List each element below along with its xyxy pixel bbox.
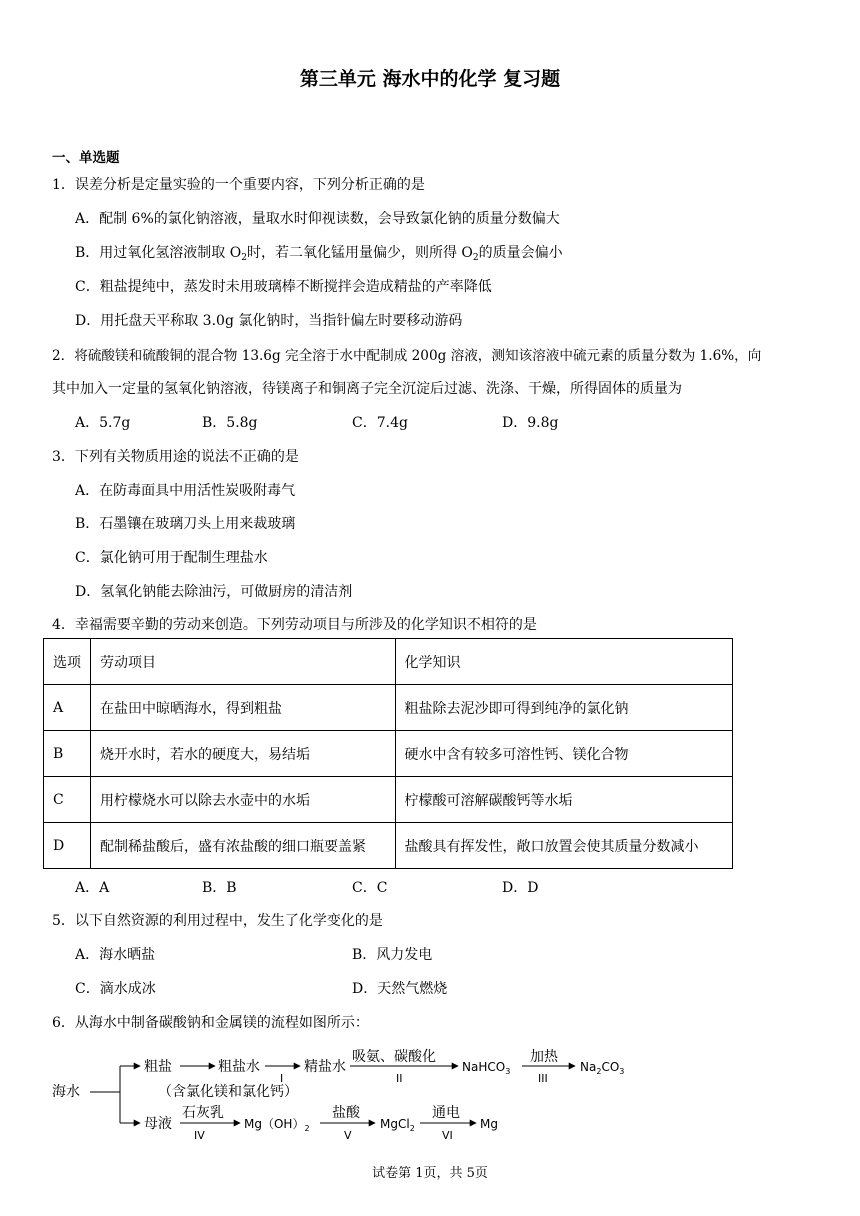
flow-node-nahco3: NaHCO$_3$ — [462, 1060, 511, 1076]
flow-node-mother-liquor: 母液 — [144, 1116, 172, 1132]
table-cell: 用柠檬烧水可以除去水壶中的水垢 — [90, 777, 395, 823]
table-cell: 柠檬酸可溶解碳酸钙等水垢 — [395, 777, 733, 823]
flow-node-mgcl2: MgCl$_2$ — [380, 1117, 415, 1133]
question-2-stem-line1: 2．将硫酸镁和硫酸铜的混合物 13.6g 完全溶于水中配制成 200g 溶液，测知该溶液中硫元素的质量分数为 1.6%，向 — [52, 348, 762, 364]
question-2-option-b: B．5.8g — [202, 415, 258, 431]
flow-node-crude-brine: 粗盐水 — [218, 1059, 260, 1075]
question-5-option-a: A．海水晒盐 — [75, 947, 156, 963]
table-cell: 粗盐除去泥沙即可得到纯净的氯化钠 — [395, 685, 733, 731]
table-cell: 烧开水时，若水的硬度大，易结垢 — [90, 731, 395, 777]
flow-step-1: I — [280, 1072, 284, 1085]
question-1-option-b: B．用过氧化氢溶液制取 $O_2$时，若二氧化锰用量偏少，则所得 $O_2$的质量会偏小 — [75, 245, 563, 263]
question-5-stem: 5．以下自然资源的利用过程中，发生了化学变化的是 — [52, 913, 383, 929]
table-cell: 在盐田中晾晒海水，得到粗盐 — [90, 685, 395, 731]
table-cell: B — [44, 731, 91, 777]
question-5-option-d: D．天然气燃烧 — [352, 981, 448, 997]
question-5-option-c: C．滴水成冰 — [75, 981, 156, 997]
table-row — [44, 731, 733, 777]
table-cell: 硬水中含有较多可溶性钙、镁化合物 — [395, 731, 733, 777]
flow-node-na2co3: $Na_2CO_3$ — [580, 1060, 625, 1076]
table-row — [44, 777, 733, 823]
table-header-cell: 选项 — [44, 639, 91, 685]
table-cell: 盐酸具有挥发性，敞口放置会使其质量分数减小 — [395, 823, 733, 869]
question-4-stem: 4．幸福需要辛勤的劳动来创造。下列劳动项目与所涉及的化学知识不相符的是 — [52, 617, 537, 633]
table-row — [44, 823, 733, 869]
question-2-stem-line2: 其中加入一定量的氢氧化钠溶液，待镁离子和铜离子完全沉淀后过滤、洗涤、干燥，所得固体的质量为 — [52, 381, 682, 397]
question-2-option-a: A．5.7g — [75, 415, 131, 431]
flow-step-6: VI — [442, 1129, 453, 1142]
page-title: 第三单元 海水中的化学 复习题 — [299, 68, 561, 90]
flow-step-5-label: 盐酸 — [332, 1105, 360, 1121]
flow-node-mgoh2: $Mg(OH)_2$ — [244, 1117, 310, 1133]
flow-step-2: II — [396, 1072, 403, 1085]
flow-node-crude-salt: 粗盐 — [144, 1059, 172, 1075]
question-1-option-c: C．粗盐提纯中，蒸发时未用玻璃棒不断搅拌会造成精盐的产率降低 — [75, 279, 492, 295]
flow-step-3-label: 加热 — [530, 1049, 558, 1065]
flow-node-note: （含氯化镁和氯化钙） — [158, 1084, 298, 1100]
page-footer: 试卷第 1页，共 5页 — [372, 1166, 488, 1181]
section-heading: 一、单选题 — [52, 150, 120, 166]
table-row — [44, 685, 733, 731]
table-cell: C — [44, 777, 91, 823]
flow-step-3: III — [538, 1072, 548, 1085]
flow-step-4: IV — [194, 1129, 205, 1142]
flow-diagram — [0, 1038, 860, 1148]
flow-step-4-label: 石灰乳 — [182, 1105, 224, 1121]
question-1-option-d: D．用托盘天平称取 3.0g 氯化钠时，当指针偏左时要移动游码 — [75, 313, 463, 329]
flow-step-5: V — [344, 1129, 352, 1142]
question-4-option-d: D．D — [502, 880, 539, 896]
flow-source: 海水 — [52, 1084, 80, 1100]
question-3-option-c: C．氯化钠可用于配制生理盐水 — [75, 550, 268, 566]
question-1-option-a: A．配制 6%的氯化钠溶液，量取水时仰视读数，会导致氯化钠的质量分数偏大 — [75, 211, 560, 227]
question-4-table — [43, 638, 733, 869]
question-3-option-b: B．石墨镶在玻璃刀头上用来裁玻璃 — [75, 516, 296, 532]
question-3-stem: 3．下列有关物质用途的说法不正确的是 — [52, 449, 299, 465]
flow-node-refined-brine: 精盐水 — [304, 1059, 346, 1075]
question-3-option-a: A．在防毒面具中用活性炭吸附毒气 — [75, 483, 296, 499]
table-cell: 配制稀盐酸后，盛有浓盐酸的细口瓶要盖紧 — [90, 823, 395, 869]
question-4-option-a: A．A — [75, 880, 110, 896]
question-3-option-d: D．氢氧化钠能去除油污，可做厨房的清洁剂 — [75, 584, 353, 600]
table-header-cell: 劳动项目 — [90, 639, 395, 685]
question-4-option-b: B．B — [202, 880, 237, 896]
question-5-option-b: B．风力发电 — [352, 947, 433, 963]
table-cell: D — [44, 823, 91, 869]
question-4-option-c: C．C — [352, 880, 388, 896]
question-6-stem: 6．从海水中制备碳酸钠和金属镁的流程如图所示： — [52, 1015, 369, 1031]
question-2-option-c: C．7.4g — [352, 415, 408, 431]
flow-step-2-label: 吸氨、碳酸化 — [352, 1049, 436, 1065]
table-cell: A — [44, 685, 91, 731]
flow-step-6-label: 通电 — [432, 1105, 460, 1121]
flow-node-mg: Mg — [480, 1117, 498, 1131]
table-header-cell: 化学知识 — [395, 639, 733, 685]
question-1-stem: 1．误差分析是定量实验的一个重要内容，下列分析正确的是 — [52, 177, 425, 193]
question-2-option-d: D．9.8g — [502, 415, 559, 431]
table-header-row — [44, 639, 733, 685]
